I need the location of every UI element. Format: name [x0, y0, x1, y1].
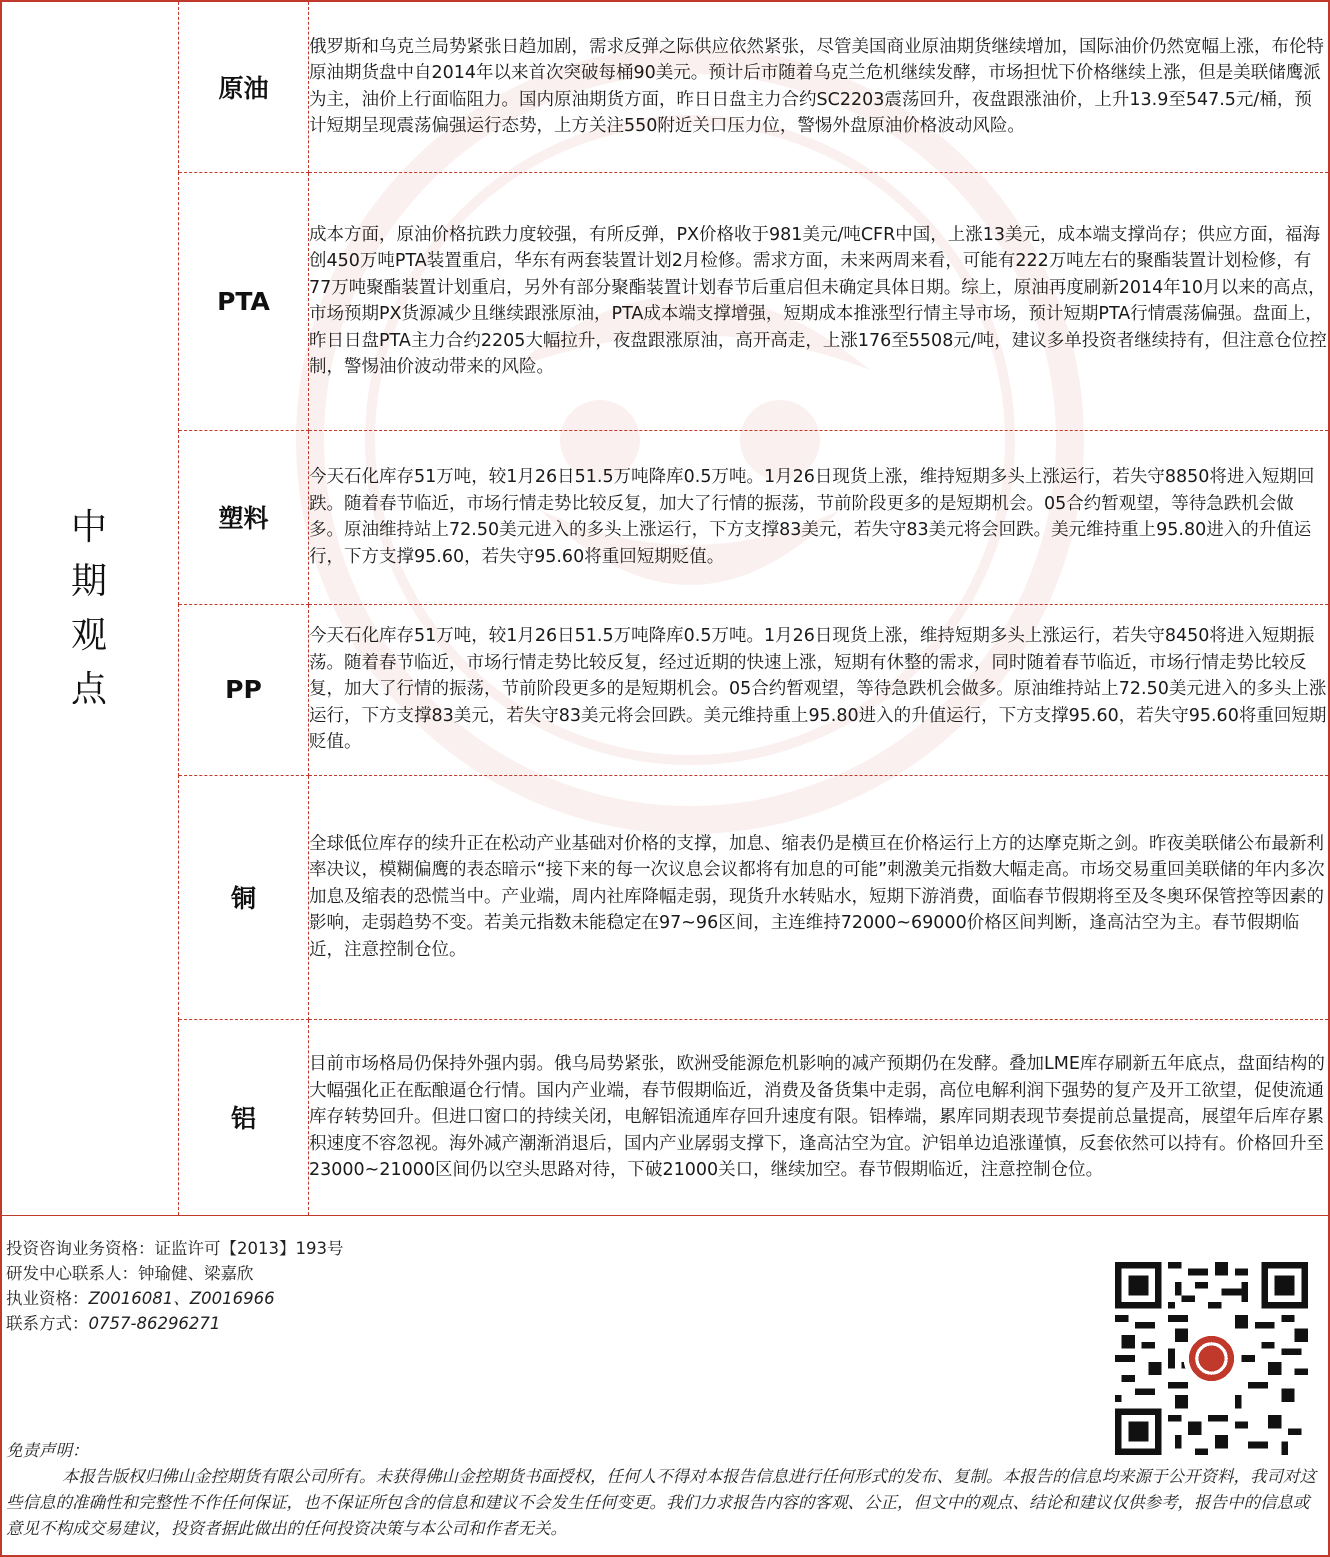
table-row — [2, 775, 1328, 1019]
category-text: 今天石化库存51万吨，较1月26日51.5万吨降库0.5万吨。1月26日现货上涨，维持短期多头上涨运行，若失守8850将进入短期回跌。随着春节临近，市场行情走势比较反复，加大了行情的振荡，节前阶段更多的是短期机会。05合约暂观望，等待急跌机会做多。原油维持站上72.50美元进入的多头上涨运行，下方支撑83美元，若失守83美元将会回跌。美元维持重上95.80进入的升值运行，下方支撑95.60，若失守95.60将重回短期贬值。 — [309, 430, 1329, 604]
table-row — [2, 1019, 1328, 1215]
section-divider — [2, 1215, 1328, 1216]
side-title: 中期观点 — [70, 506, 109, 710]
category-text: 成本方面，原油价格抗跌力度较强，有所反弹，PX价格收于981美元/吨CFR中国，上涨13美元，成本端支撑尚存；供应方面，福海创450万吨PTA装置重启，华东有两套装置计划2月检修。需求方面，未来两周来看，可能有222万吨左右的聚酯装置计划检修，有77万吨聚酯装置计划重启，另外有部分聚酯装置计划春节后重启但未确定具体日期。综上，原油再度刷新2014年10月以来的高点，市场预期PX货源减少且继续跟涨原油，PTA成本端支撑增强，短期成本推涨型行情主导市场，预计短期PTA行情震荡偏强。盘面上，昨日日盘PTA主力合约2205大幅拉升，夜盘跟涨原油，高开高走，上涨176至5508元/吨，建议多单投资者继续持有，但注意仓位控制，警惕油价波动带来的风险。 — [309, 172, 1329, 430]
category-label: 塑料 — [179, 430, 309, 604]
table-row — [2, 604, 1328, 775]
license-line: 执业资格：Z0016081、Z0016966 — [6, 1289, 275, 1308]
phone-line: 联系方式：0757-86296271 — [6, 1314, 221, 1333]
contact-person-line: 研发中心联系人：钟瑜健、梁嘉欣 — [6, 1264, 254, 1283]
table-row — [2, 172, 1328, 430]
category-label: PTA — [179, 172, 309, 430]
side-title-cell — [2, 2, 179, 1215]
disclaimer-body: 本报告版权归佛山金控期货有限公司所有。未获得佛山金控期货书面授权，任何人不得对本报告信息进行任何形式的发布、复制。本报告的信息均来源于公开资料，我司对这些信息的准确性和完整性不作任何保证，也不保证所包含的信息和建议不会发生任何变更。我们力求报告内容的客观、公正，但文中的观点、结论和建议仅供参考，报告中的信息或意见不构成交易建议，投资者据此做出的任何投资决策与本公司和作者无关。 — [6, 1467, 1316, 1538]
category-label: 铝 — [179, 1019, 309, 1215]
qualification-line: 投资咨询业务资格：证监许可【2013】193号 — [6, 1239, 344, 1258]
qr-code — [1115, 1262, 1308, 1455]
category-text: 今天石化库存51万吨，较1月26日51.5万吨降库0.5万吨。1月26日现货上涨，维持短期多头上涨运行，若失守8450将进入短期振荡。随着春节临近，市场行情走势比较反复，经过近期的快速上涨，短期有休整的需求，同时随着春节临近，市场行情走势比较反复，加大了行情的振荡，节前阶段更多的是短期机会。05合约暂观望，等待急跌机会做多。原油维持站上72.50美元进入的多头上涨运行，下方支撑83美元，若失守83美元将会回跌。美元维持重上95.80进入的升值运行，下方支撑95.60，若失守95.60将重回短期贬值。 — [309, 604, 1329, 775]
category-text: 目前市场格局仍保持外强内弱。俄乌局势紧张，欧洲受能源危机影响的减产预期仍在发酵。叠加LME库存刷新五年底点，盘面结构的大幅强化正在酝酿逼仓行情。国内产业端，春节假期临近，消费及备货集中走弱，高位电解利润下强势的复产及开工欲望，促使流通库存转势回升。但进口窗口的持续关闭，电解铝流通库存回升速度有限。铝棒端，累库同期表现节奏提前总量提高，展望年后库存累积速度不容忽视。海外减产潮渐消退后，国内产业孱弱支撑下，逢高沽空为宜。沪铝单边追涨谨慎，反套依然可以持有。价格回升至23000~21000区间仍以空头思路对待，下破21000关口，继续加空。春节假期临近，注意控制仓位。 — [309, 1054, 1325, 1180]
category-text: 全球低位库存的续升正在松动产业基础对价格的支撑，加息、缩表仍是横亘在价格运行上方的达摩克斯之剑。昨夜美联储公布最新利率决议，模糊偏鹰的表态暗示“接下来的每一次议息会议都将有加息的可能”刺激美元指数大幅走高。市场交易重回美联储的年内多次加息及缩表的恐慌当中。产业端，周内社库降幅走弱，现货升水转贴水，短期下游消费，面临春节假期将至及冬奥环保管控等因素的影响，走弱趋势不变。若美元指数未能稳定在97~96区间，主连维持72000~69000价格区间判断，逢高沽空为主。春节假期临近，注意控制仓位。 — [309, 775, 1329, 1019]
category-label: 原油 — [179, 2, 309, 172]
table-row — [2, 2, 1328, 172]
disclaimer — [6, 1438, 1321, 1542]
category-text: 俄罗斯和乌克兰局势紧张日趋加剧，需求反弹之际供应依然紧张，尽管美国商业原油期货继续增加，国际油价仍然宽幅上涨，布伦特原油期货盘中自2014年以来首次突破每桶90美元。预计后市随着乌克兰危机继续发酵，市场担忧下价格继续上涨，但是美联储鹰派为主，油价上行面临阻力。国内原油期货方面，昨日日盘主力合约SC2203震荡回升，夜盘跟涨油价，上升13.9至547.5元/桶，预计短期呈现震荡偏强运行态势，上方关注550附近关口压力位，警惕外盘原油价格波动风险。 — [309, 2, 1329, 172]
category-label: PP — [179, 604, 309, 775]
table-row — [2, 430, 1328, 604]
disclaimer-title: 免责声明： — [6, 1441, 89, 1460]
outlook-table — [2, 2, 1328, 1215]
contact-info — [6, 1236, 344, 1336]
category-label: 铜 — [179, 775, 309, 1019]
